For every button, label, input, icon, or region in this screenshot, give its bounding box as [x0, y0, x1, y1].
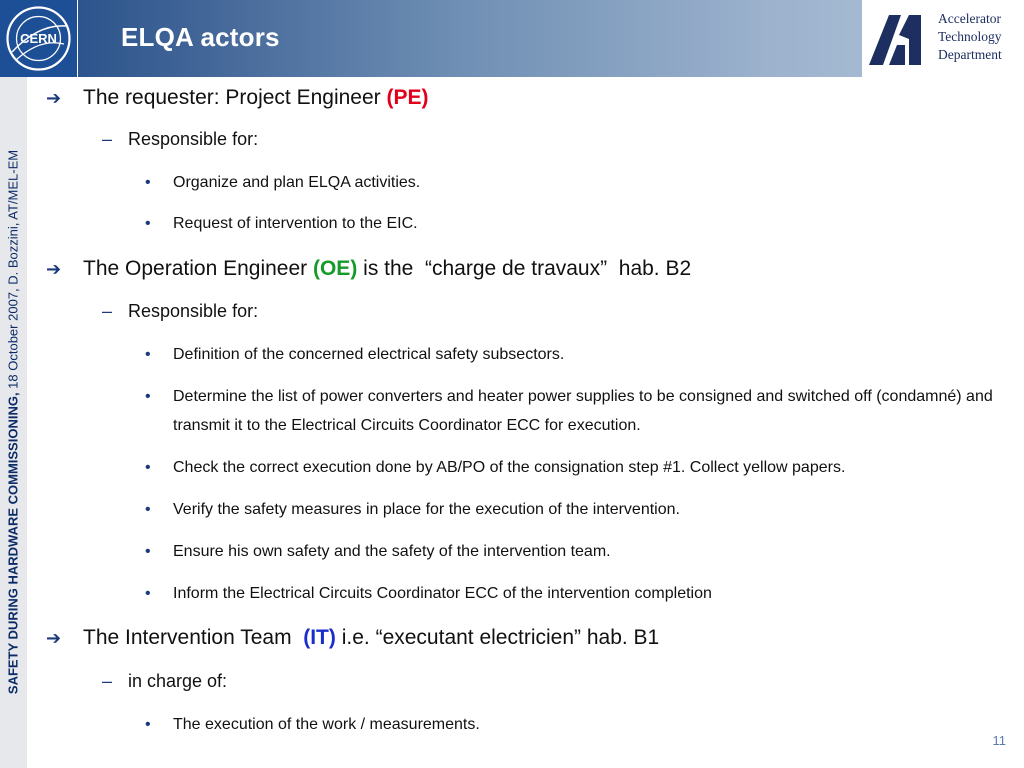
dash-bullet-icon: –	[102, 129, 113, 149]
oe-heading	[46, 257, 691, 281]
pe-item-text: Request of intervention to the EIC.	[173, 215, 418, 232]
oe-item	[145, 537, 1017, 566]
oe-item-text: Ensure his own safety and the safety of the intervention team.	[173, 543, 611, 560]
it-item	[145, 710, 1017, 739]
oe-item-text: Inform the Electrical Circuits Coordinator ECC of the intervention completion	[173, 585, 712, 602]
oe-item-text: Verify the safety measures in place for the execution of the intervention.	[173, 501, 680, 518]
dash-bullet-icon: –	[102, 671, 113, 691]
oe-heading-text: The Operation Engineer	[83, 257, 313, 280]
it-heading	[46, 626, 659, 650]
oe-tag: (OE)	[312, 257, 358, 280]
oe-subheading-text: Responsible for:	[128, 301, 259, 321]
page-number: 11	[992, 733, 1006, 748]
oe-item-text: Definition of the concerned electrical safety subsectors.	[173, 346, 565, 363]
dot-bullet-icon: •	[145, 501, 151, 518]
dot-bullet-icon: •	[145, 215, 151, 232]
department-line-3: Department	[938, 47, 1002, 62]
department-line-2: Technology	[938, 29, 1002, 44]
svg-text:CERN: CERN	[20, 31, 57, 46]
pe-item	[145, 168, 1017, 197]
dot-bullet-icon: •	[145, 459, 151, 476]
arrow-bullet-icon: ➔	[46, 259, 62, 279]
department-line-1: Accelerator	[938, 11, 1001, 26]
oe-heading-suffix: is the “charge de travaux” hab. B2	[357, 257, 692, 280]
dot-bullet-icon: •	[145, 346, 151, 363]
dot-bullet-icon: •	[145, 388, 151, 405]
dot-bullet-icon: •	[145, 585, 151, 602]
it-heading-suffix: i.e. “executant electricien” hab. B1	[335, 626, 660, 649]
oe-item-text: Determine the list of power converters and heater power supplies to be consigned and switched off (condamné) and transmit it to the Electrical Circuits Coordinator ECC for execution.	[173, 388, 993, 434]
oe-item-text: Check the correct execution done by AB/PO of the consignation step #1. Collect yellow papers.	[173, 459, 846, 476]
it-tag: (IT)	[303, 626, 336, 649]
oe-item	[145, 579, 1017, 608]
pe-tag: (PE)	[386, 86, 429, 109]
oe-item	[145, 382, 1017, 440]
arrow-bullet-icon: ➔	[46, 88, 62, 108]
pe-item-text: Organize and plan ELQA activities.	[173, 174, 421, 191]
dash-bullet-icon: –	[102, 301, 113, 321]
arrow-bullet-icon: ➔	[46, 628, 62, 648]
dot-bullet-icon: •	[145, 543, 151, 560]
oe-item	[145, 495, 1017, 524]
oe-item	[145, 453, 1017, 482]
it-subheading	[102, 671, 227, 692]
pe-subheading	[102, 129, 258, 150]
sidebar-caption-normal: 18 October 2007, D. Bozzini, AT/MEL-EM	[5, 149, 21, 393]
it-subheading-text: in charge of:	[128, 671, 228, 691]
dot-bullet-icon: •	[145, 716, 151, 733]
pe-heading-text: The requester: Project Engineer	[83, 86, 387, 109]
oe-subheading	[102, 301, 258, 322]
pe-heading	[46, 86, 429, 110]
pe-item	[145, 209, 1017, 238]
oe-item	[145, 340, 1017, 369]
dot-bullet-icon: •	[145, 174, 151, 191]
sidebar-caption-bold: SAFETY DURING HARDWARE COMMISSIONING,	[5, 392, 21, 695]
it-heading-text: The Intervention Team	[83, 626, 304, 649]
it-item-text: The execution of the work / measurements.	[173, 716, 480, 733]
pe-subheading-text: Responsible for:	[128, 129, 259, 149]
slide-title: ELQA actors	[121, 22, 280, 52]
